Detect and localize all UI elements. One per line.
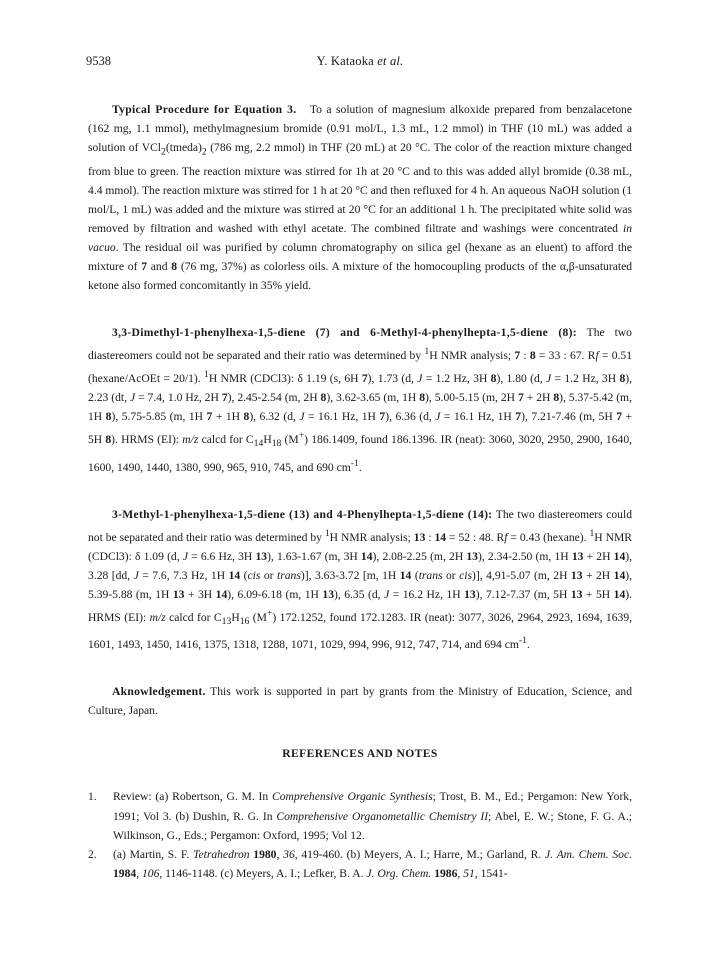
ref-italic: J. Org. Chem. xyxy=(366,866,432,880)
p2-text: + 2H xyxy=(523,391,554,405)
compound-label: 8 xyxy=(243,410,250,424)
p3-italic: trans xyxy=(418,568,443,582)
p2-sup: 1 xyxy=(424,346,430,358)
p3-text: H NMR (CDCl3): δ 1.09 (d, xyxy=(88,530,633,563)
p2-sup: + xyxy=(298,430,305,442)
compound-label: 8 xyxy=(529,349,536,363)
p2-text: ), 5.75-5.85 (m, 1H xyxy=(111,410,207,424)
p2-sub: 18 xyxy=(271,438,282,450)
p2-text: ), 6.36 (d, xyxy=(385,410,436,424)
p2-text: ), 1.80 (d, xyxy=(496,372,547,386)
p1-text: (tmeda) xyxy=(165,141,202,155)
compound-label: 7 xyxy=(379,410,386,424)
compound-label: 14 xyxy=(434,530,447,544)
p3-text: + 2H xyxy=(582,568,614,582)
reference-number: 1 . xyxy=(88,787,97,806)
p3-text: ), 2.08-2.25 (m, 2H xyxy=(372,549,467,563)
p3-sup: + xyxy=(266,607,273,619)
article-body xyxy=(88,100,632,883)
p2-text: H NMR analysis; xyxy=(429,349,515,363)
ref-text: , 1146-1148. (c) Meyers, A. I.; Lefker, B. A. xyxy=(159,866,367,880)
p2-text: (M xyxy=(281,433,299,447)
compound-13-14-heading: 3-Methyl-1-phenylhexa-1,5-diene (13) and 4-Phenylhepta-1,5-diene (14): xyxy=(112,507,493,521)
compound-label: 7 xyxy=(141,260,148,274)
p3-italic: trans xyxy=(277,568,301,582)
p3-text: ( xyxy=(240,568,248,582)
compound-label: 14 xyxy=(215,587,228,601)
compound-label: 7 xyxy=(515,410,522,424)
p2-text: = 1.2 Hz, 3H xyxy=(551,372,620,386)
coupling-j: J xyxy=(182,549,188,563)
p1-text: (786 mg, 2.2 mmol) in THF (20 mL) at 20 °C. The color of the reaction mixture changed from blue to green. The reaction mixture was stirred for 1h at 20 °C and to this was added allyl bromide (0.38 mL, 4.4 mmol). The reaction mixture was stirred for 1 h at 20 °C and then refluxed for 4 h. An aqueous NaOH solution (1 mol/L, 1 mL) was added and the mixture was stirred at 20 °C for an additional 1 h. The precipitated white solid was removed by filtration and washed with ethyl acetate. The combined filtrate and washings were concentrated xyxy=(88,141,632,235)
p2-text: ), 1.73 (d, xyxy=(367,372,418,386)
compound-label: 7 xyxy=(361,372,368,386)
compound-label: 14 xyxy=(613,549,626,563)
p2-text: ) 186.1409, found 186.1396. IR (neat): 3060, 3020, 2950, 2900, 1640, 1600, 1490, 1440, 1380, 990, 965, 910, 745, and 690 cm xyxy=(88,433,633,474)
coupling-j: J xyxy=(435,410,441,424)
p3-sub: 16 xyxy=(239,616,250,628)
p3-text: The two diastereomers could not be separated and their ratio was determined by xyxy=(88,507,632,544)
compound-7-8-heading: 3,3-Dimethyl-1-phenylhexa-1,5-diene (7) and 6-Methyl-4-phenylhepta-1,5-diene (8): xyxy=(112,326,577,340)
p3-text: = 6.6 Hz, 3H xyxy=(187,549,256,563)
p3-text: H NMR analysis; xyxy=(329,530,414,544)
compound-label: 14 xyxy=(399,568,412,582)
ref-text: (a) Martin, S. F. xyxy=(113,847,194,861)
p2-text: . xyxy=(358,460,362,474)
p2-text: = 1.2 Hz, 3H xyxy=(422,372,491,386)
p1-text: and xyxy=(147,260,172,274)
p1-text: . The residual oil was purified by column chromatography on silica gel (hexane as an eluent) to afford the mixture of xyxy=(88,240,632,274)
ref-text: , 419-460. (b) Meyers, A. I.; Harre, M.; Garland, R. xyxy=(294,847,545,861)
p3-text: = 52 : 48. R xyxy=(446,530,505,544)
coupling-j: J xyxy=(133,568,139,582)
coupling-j: J xyxy=(546,372,552,386)
p2-text: ), 3.62-3.65 (m, 1H xyxy=(326,391,420,405)
reference-number: 2 . xyxy=(88,845,97,864)
page-header xyxy=(88,54,632,70)
compound-7-8-paragraph xyxy=(88,323,632,476)
p2-text: ), 7.21-7.46 (m, 5H xyxy=(521,410,617,424)
p2-text: + 1H xyxy=(212,410,244,424)
compound-label: 14 xyxy=(228,568,241,582)
coupling-j: J xyxy=(299,410,305,424)
p3-text: + 3H xyxy=(184,587,216,601)
p2-text: = 33 : 67. R xyxy=(535,349,596,363)
p2-text: = 16.1 Hz, 1H xyxy=(440,410,516,424)
p3-text: ), 6.35 (d, xyxy=(333,587,385,601)
ref-bold: 1986 xyxy=(431,866,458,880)
p3-text: ), 3.28 [dd, xyxy=(88,549,633,582)
p2-text: H xyxy=(263,433,272,447)
page-number: 9538 xyxy=(86,54,111,68)
ref-bold: 1980 xyxy=(249,847,277,861)
ref-text: Review: (a) Robertson, G. M. In xyxy=(113,790,272,804)
p3-italic: f xyxy=(504,530,508,544)
compound-label: 14 xyxy=(613,568,626,582)
compound-label: 8 xyxy=(105,433,112,447)
compound-label: 7 xyxy=(206,410,213,424)
p1-text: (76 mg, 37%) as colorless oils. A mixture of the homocoupling products of the α,β-unsaturated ketone also formed concomitantly in 35% yield. xyxy=(88,260,633,293)
p3-text: ), 7.12-7.37 (m, 5H xyxy=(475,587,571,601)
p2-text: = 7.4, 1.0 Hz, 2H xyxy=(135,391,222,405)
p3-text: )], 3.63-3.72 [m, 1H xyxy=(300,568,400,582)
compound-label: 8 xyxy=(419,391,426,405)
p3-text: H xyxy=(231,610,240,624)
p2-text: ), 5.37-5.42 (m, 1H xyxy=(88,391,632,424)
p2-text: calcd for C xyxy=(198,433,254,447)
compound-label: 13 xyxy=(172,587,185,601)
p3-text: ), 2.34-2.50 (m, 1H xyxy=(477,549,572,563)
ref-text: , xyxy=(457,866,464,880)
p2-text: = 16.1 Hz, 1H xyxy=(304,410,380,424)
compound-label: 13 xyxy=(570,568,583,582)
p3-sup: -1 xyxy=(518,635,527,647)
references-title: REFERENCES AND NOTES xyxy=(282,747,438,761)
p3-text: ), 6.09-6.18 (m, 1H xyxy=(227,587,323,601)
p2-text: ), 6.32 (d, xyxy=(249,410,300,424)
running-etal: et al. xyxy=(377,54,404,68)
ref-italic: J. Am. Chem. Soc. xyxy=(545,847,633,861)
p3-text: )], 4,91-5.07 (m, 2H xyxy=(472,568,571,582)
p3-italic: m/z xyxy=(149,610,166,624)
p3-text: + 2H xyxy=(583,549,614,563)
running-author: Y. Kataoka xyxy=(316,54,374,68)
p3-text: or xyxy=(442,568,460,582)
p2-text: ), 2.45-2.54 (m, 2H xyxy=(227,391,321,405)
reference-item xyxy=(88,845,632,883)
p3-text: ), 1.63-1.67 (m, 3H xyxy=(267,549,361,563)
ref-text: ; Abel, E. W.; Stone, F. G. A.; Wilkinson, G., Eds.; Pergamon: Oxford, 1995; Vol 12. xyxy=(113,809,632,842)
compound-label: 14 xyxy=(360,549,373,563)
p2-text: : xyxy=(520,349,530,363)
p3-text: or xyxy=(260,568,278,582)
p2-sub: 14 xyxy=(253,438,264,450)
compound-label: 7 xyxy=(517,391,524,405)
compound-label: 8 xyxy=(490,372,497,386)
p3-text: = 16.2 Hz, 1H xyxy=(389,587,465,601)
compound-label: 13 xyxy=(570,587,583,601)
ref-text: , xyxy=(276,847,284,861)
typical-procedure-paragraph xyxy=(88,100,632,295)
compound-label: 8 xyxy=(105,410,112,424)
compound-label: 13 xyxy=(255,549,268,563)
p2-sup: 1 xyxy=(204,369,209,381)
ref-italic: 36 xyxy=(283,847,295,861)
ref-italic: 51 xyxy=(463,866,475,880)
compound-label: 8 xyxy=(320,391,327,405)
p3-text: : xyxy=(425,530,435,544)
ref-italic: 106 xyxy=(141,866,160,880)
compound-label: 13 xyxy=(464,587,476,601)
compound-label: 13 xyxy=(322,587,334,601)
p3-sup: 1 xyxy=(324,527,330,539)
compound-label: 13 xyxy=(413,530,426,544)
compound-13-14-paragraph xyxy=(88,505,632,655)
compound-label: 7 xyxy=(616,410,622,424)
compound-label: 7 xyxy=(514,349,521,363)
p1-text: To a solution of magnesium alkoxide prepared from benzalacetone (162 mg, 1.1 mmol), methylmagnesium bromide (0.91 mol/L, 1.3 mL, 1.2 mmol) in THF (10 mL) was added a solution of VCl xyxy=(88,103,632,155)
reference-item xyxy=(88,787,632,844)
ref-italic: Tetrahedron xyxy=(193,847,250,861)
p3-sub: 13 xyxy=(221,616,232,628)
p3-text: ), 5.39-5.88 (m, 1H xyxy=(88,568,632,601)
p3-italic: cis xyxy=(459,568,473,582)
p1-subscript: 2 xyxy=(201,146,207,158)
coupling-j: J xyxy=(417,372,423,386)
ref-italic: Comprehensive Organometallic Chemistry II xyxy=(276,809,489,823)
p3-text: = 0.43 (hexane). xyxy=(507,530,590,544)
compound-label: 8 xyxy=(553,391,560,405)
ref-text: , 1541- xyxy=(474,866,508,880)
p2-text: ), 2.23 (dt, xyxy=(88,372,632,405)
compound-label: 7 xyxy=(221,391,228,405)
p3-text: + 5H xyxy=(582,587,614,601)
p2-italic: m/z xyxy=(182,433,199,447)
compound-label: 8 xyxy=(619,372,626,386)
coupling-j: J xyxy=(384,587,390,601)
p3-text: (M xyxy=(249,610,267,624)
reference-list xyxy=(88,787,632,882)
p2-text: ). HRMS (EI): xyxy=(111,433,183,447)
ref-text: ; Trost, B. M., Ed.; Pergamon: New York, 1991; Vol 3. (b) Dushin, R. G. In xyxy=(113,790,633,823)
p2-text: = 0.51 (hexane/AcOEt = 20/1). xyxy=(88,349,632,386)
ref-text: , xyxy=(136,866,142,880)
p3-italic: cis xyxy=(247,568,261,582)
acknowledgement-paragraph xyxy=(88,682,632,720)
compound-label: 13 xyxy=(466,549,478,563)
p2-text: H NMR (CDCl3): δ 1.19 (s, 6H xyxy=(208,372,362,386)
p1-subscript: 2 xyxy=(161,146,166,158)
coupling-j: J xyxy=(129,391,136,405)
p3-text: ). HRMS (EI): xyxy=(88,587,632,624)
ref-italic: Comprehensive Organic Synthesis xyxy=(272,790,433,804)
ref-bold: 1984 xyxy=(113,866,137,880)
running-title xyxy=(88,54,632,69)
compound-label: 14 xyxy=(613,587,626,601)
acknowledgement-text: This work is supported in part by grants from the Ministry of Education, Science, and Culture, Japan. xyxy=(88,685,632,718)
p3-sup: 1 xyxy=(589,527,595,539)
p2-text: The two diastereomers could not be separated and their ratio was determined by xyxy=(88,326,632,363)
p3-text: . xyxy=(526,638,530,652)
p2-text: ), 5.00-5.15 (m, 2H xyxy=(425,391,518,405)
p2-text: + 5H xyxy=(88,410,633,447)
in-vacuo: in vacuo xyxy=(88,221,632,254)
compound-label: 13 xyxy=(571,549,584,563)
p2-sup: -1 xyxy=(350,457,359,469)
procedure-heading: Typical Procedure for Equation 3. xyxy=(112,103,297,116)
p2-italic: f xyxy=(595,349,599,363)
p3-text: ) 172.1252, found 172.1283. IR (neat): 3077, 3026, 2964, 2923, 1694, 1639, 1601, 1493, 1450, 1416, 1375, 1318, 1288, 1071, 1029, 994, 996, 912, 747, 714, and 694 cm xyxy=(88,610,633,652)
p3-text: = 7.6, 7.3 Hz, 1H xyxy=(138,568,229,582)
acknowledgement-heading: Aknowledgement. xyxy=(112,685,206,699)
p3-text: calcd for C xyxy=(165,610,222,624)
p3-text: ( xyxy=(411,568,419,582)
compound-label: 8 xyxy=(171,260,178,274)
